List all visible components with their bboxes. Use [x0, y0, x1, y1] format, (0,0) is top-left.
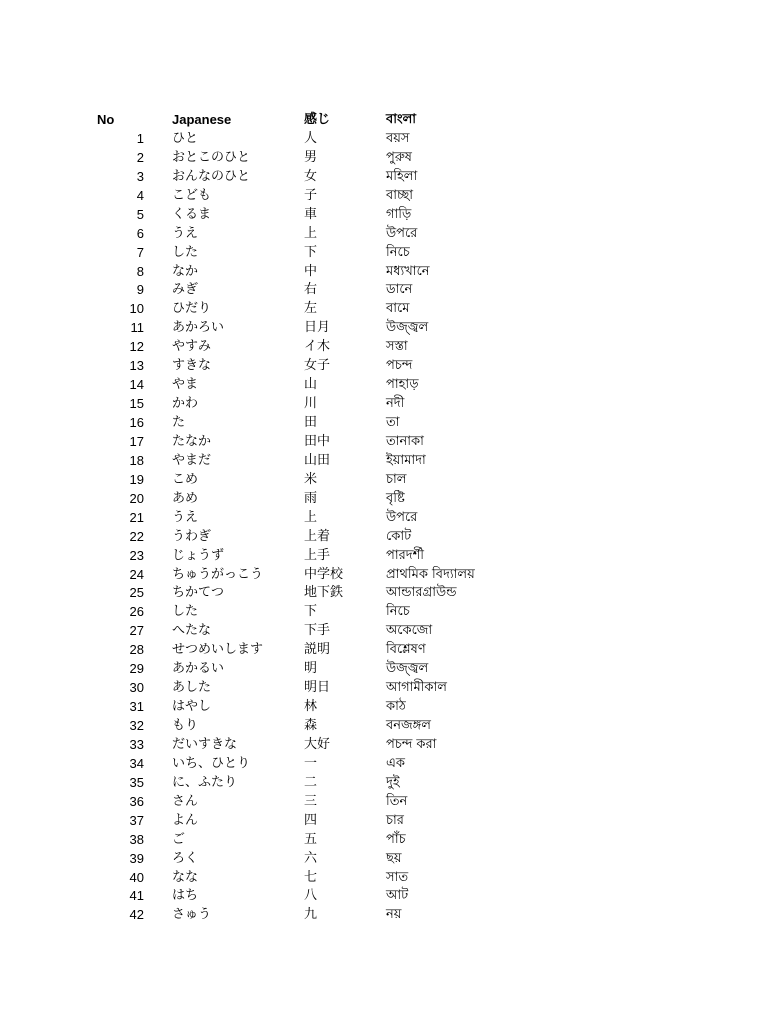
cell-no: 21: [129, 509, 144, 525]
cell-bangla: আট: [386, 888, 409, 904]
cell-kanji: 森: [304, 718, 318, 733]
cell-bangla: পচন্দ করা: [386, 736, 437, 752]
cell-kanji: 下: [304, 604, 318, 620]
cell-kanji: 五: [304, 831, 318, 847]
cell-japanese: なか: [172, 263, 199, 279]
table-row: [0, 414, 768, 433]
cell-no: 12: [129, 339, 144, 355]
cell-no: 11: [130, 320, 144, 336]
cell-kanji: 女: [304, 168, 318, 184]
cell-japanese: やま: [172, 377, 199, 393]
table-row: [0, 338, 768, 357]
cell-japanese: うえ: [172, 225, 199, 241]
cell-bangla: আগামীকাল: [386, 680, 447, 696]
table-row: [0, 281, 768, 300]
cell-japanese: くるま: [172, 206, 212, 222]
table-row: [0, 187, 768, 206]
table-row: [0, 471, 768, 490]
cell-japanese: した: [172, 244, 199, 260]
table-row: [0, 869, 768, 888]
cell-japanese: した: [172, 604, 199, 620]
cell-no: 24: [129, 566, 144, 582]
table-row: [0, 130, 768, 149]
cell-bangla: তিন: [386, 793, 408, 809]
cell-kanji: 川: [304, 396, 318, 412]
header-bangla: বাংলা: [386, 112, 417, 127]
header-kanji: 感じ: [304, 112, 331, 127]
table-row: [0, 509, 768, 528]
cell-bangla: ডানে: [386, 282, 413, 298]
cell-japanese: かわ: [172, 396, 199, 412]
cell-kanji: 三: [304, 793, 318, 809]
cell-no: 25: [129, 585, 144, 601]
cell-no: 18: [129, 452, 144, 468]
table-row: [0, 528, 768, 547]
cell-bangla: নিচে: [386, 244, 410, 260]
table-row: [0, 357, 768, 376]
cell-kanji: 九: [304, 907, 318, 923]
cell-bangla: উপরে: [386, 509, 418, 525]
cell-japanese: あした: [172, 680, 212, 696]
cell-japanese: た: [172, 415, 186, 430]
cell-kanji: 大好: [304, 736, 331, 752]
cell-bangla: বৃষ্টি: [386, 490, 405, 506]
cell-japanese: あかろい: [172, 320, 225, 336]
table-row: [0, 793, 768, 812]
cell-bangla: চার: [386, 812, 404, 828]
cell-no: 38: [129, 831, 144, 847]
table-row: [0, 850, 768, 869]
table-row: [0, 887, 768, 906]
cell-bangla: নয়: [386, 907, 402, 923]
cell-kanji: イ木: [304, 339, 331, 355]
cell-no: 31: [129, 699, 144, 715]
table-body: [0, 130, 768, 925]
cell-no: 16: [129, 415, 144, 430]
cell-kanji: 上手: [304, 547, 331, 563]
cell-bangla: চাল: [386, 471, 407, 487]
cell-no: 7: [136, 244, 144, 260]
header-japanese: Japanese: [172, 112, 232, 127]
cell-japanese: だいすきな: [172, 736, 238, 752]
table-row: [0, 168, 768, 187]
table-row: [0, 395, 768, 414]
cell-no: 36: [129, 793, 144, 809]
cell-no: 32: [129, 718, 144, 733]
cell-bangla: মহিলা: [386, 168, 418, 184]
table-row: [0, 831, 768, 850]
cell-japanese: ろく: [172, 850, 199, 866]
cell-no: 6: [136, 225, 144, 241]
table-row: [0, 812, 768, 831]
cell-japanese: やまだ: [172, 452, 212, 468]
cell-japanese: さゅう: [172, 907, 212, 923]
cell-no: 35: [129, 774, 144, 790]
cell-kanji: 女子: [304, 358, 331, 374]
cell-kanji: 人: [304, 130, 318, 146]
cell-kanji: 林: [304, 699, 318, 715]
table-row: [0, 490, 768, 509]
cell-bangla: গাড়ি: [386, 206, 412, 222]
cell-japanese: に、ふたり: [172, 774, 238, 790]
cell-kanji: 日月: [304, 320, 331, 336]
cell-kanji: 車: [304, 206, 318, 222]
table-row: [0, 244, 768, 263]
cell-bangla: বামে: [386, 301, 410, 317]
cell-no: 4: [136, 187, 144, 203]
table-row: [0, 547, 768, 566]
cell-kanji: 上: [304, 225, 318, 241]
cell-bangla: উপরে: [386, 225, 418, 241]
cell-no: 27: [129, 623, 144, 639]
cell-no: 29: [129, 661, 144, 677]
cell-no: 2: [136, 149, 144, 165]
cell-japanese: はち: [172, 888, 199, 904]
cell-no: 26: [129, 604, 144, 620]
cell-kanji: 田中: [304, 433, 331, 449]
cell-no: 13: [129, 358, 144, 374]
cell-no: 41: [129, 888, 144, 904]
table-row: [0, 603, 768, 622]
cell-kanji: 地下鉄: [304, 585, 344, 601]
cell-bangla: পাঁচ: [386, 831, 406, 847]
cell-japanese: こめ: [172, 471, 199, 487]
table-row: [0, 906, 768, 925]
cell-japanese: ひと: [172, 130, 199, 146]
cell-japanese: あかるい: [172, 661, 225, 677]
cell-japanese: ひだり: [172, 301, 212, 317]
cell-bangla: পারদর্শী: [386, 547, 424, 563]
cell-kanji: 雨: [304, 490, 318, 506]
cell-japanese: うえ: [172, 509, 199, 525]
cell-bangla: পাহাড়: [386, 377, 419, 393]
cell-kanji: 上: [304, 509, 318, 525]
cell-bangla: বনজঙ্গল: [386, 718, 431, 733]
cell-kanji: 田: [304, 415, 318, 430]
cell-bangla: বাচ্ছা: [386, 187, 414, 203]
cell-bangla: তা: [386, 415, 400, 430]
cell-japanese: もり: [172, 718, 199, 733]
table-row: [0, 755, 768, 774]
table-row: [0, 263, 768, 282]
cell-bangla: আন্ডারগ্রাউন্ড: [386, 585, 457, 601]
cell-japanese: あめ: [172, 490, 199, 506]
cell-japanese: さん: [172, 793, 199, 809]
cell-no: 9: [136, 282, 144, 298]
table-row: [0, 452, 768, 471]
cell-bangla: নদী: [386, 396, 405, 412]
header-no: No: [97, 112, 115, 127]
cell-no: 33: [129, 736, 144, 752]
cell-bangla: বয়স: [386, 130, 410, 146]
cell-no: 40: [129, 869, 144, 885]
cell-japanese: こども: [172, 187, 212, 203]
cell-no: 5: [136, 206, 144, 222]
cell-japanese: うわぎ: [172, 528, 212, 544]
cell-bangla: দুই: [386, 774, 400, 790]
cell-no: 42: [129, 907, 144, 923]
cell-bangla: কাঠ: [386, 699, 406, 715]
table-row: [0, 622, 768, 641]
table-header: [0, 111, 768, 130]
cell-kanji: 明: [304, 661, 318, 677]
cell-bangla: পুরুষ: [386, 149, 412, 165]
table-row: [0, 566, 768, 585]
cell-kanji: 中: [304, 263, 318, 279]
cell-bangla: প্রাথমিক বিদ্যালয়: [386, 566, 475, 582]
cell-kanji: 八: [304, 888, 318, 904]
cell-japanese: ご: [172, 831, 186, 847]
table-row: [0, 584, 768, 603]
table-row: [0, 660, 768, 679]
cell-japanese: おとこのひと: [172, 149, 251, 165]
cell-no: 10: [129, 301, 144, 317]
cell-no: 1: [136, 130, 144, 146]
cell-japanese: ちかてつ: [172, 585, 225, 601]
cell-japanese: じょうず: [172, 547, 225, 563]
table-row: [0, 774, 768, 793]
cell-kanji: 上着: [304, 528, 331, 544]
cell-no: 20: [129, 490, 144, 506]
table-row: [0, 300, 768, 319]
cell-kanji: 七: [304, 869, 318, 885]
cell-japanese: たなか: [172, 433, 212, 449]
cell-kanji: 説明: [304, 642, 331, 658]
cell-bangla: সস্তা: [386, 339, 408, 355]
table-row: [0, 225, 768, 244]
cell-no: 30: [129, 680, 144, 696]
cell-japanese: やすみ: [172, 339, 212, 355]
cell-no: 34: [129, 755, 144, 771]
table-row: [0, 698, 768, 717]
cell-bangla: এক: [386, 755, 405, 771]
cell-no: 23: [129, 547, 144, 563]
cell-kanji: 二: [304, 774, 318, 790]
cell-bangla: ইয়ামাদা: [386, 452, 426, 468]
cell-bangla: তানাকা: [386, 433, 424, 449]
cell-kanji: 男: [304, 149, 318, 165]
cell-kanji: 左: [304, 301, 318, 317]
cell-bangla: কোট: [386, 528, 412, 544]
cell-no: 28: [129, 642, 144, 658]
cell-kanji: 下手: [304, 623, 331, 639]
cell-no: 22: [129, 528, 144, 544]
cell-kanji: 山: [304, 377, 318, 393]
cell-kanji: 子: [304, 187, 318, 203]
cell-japanese: ちゅうがっこう: [172, 566, 264, 582]
cell-kanji: 下: [304, 244, 318, 260]
cell-kanji: 米: [304, 471, 318, 487]
cell-japanese: いち、ひとり: [172, 755, 251, 771]
cell-japanese: みぎ: [172, 282, 199, 298]
table-row: [0, 717, 768, 736]
table-row: [0, 206, 768, 225]
table-row: [0, 319, 768, 338]
cell-bangla: ছয়: [386, 850, 402, 866]
table-row: [0, 433, 768, 452]
cell-bangla: উজ্জ্বল: [386, 661, 429, 677]
cell-kanji: 明日: [304, 680, 331, 696]
cell-japanese: はやし: [172, 699, 212, 715]
cell-japanese: よん: [172, 812, 199, 828]
cell-bangla: অকেজো: [386, 623, 433, 639]
cell-kanji: 六: [304, 850, 318, 866]
cell-no: 15: [129, 396, 144, 412]
cell-no: 39: [129, 850, 144, 866]
table-row: [0, 736, 768, 755]
table-row: [0, 376, 768, 395]
cell-kanji: 四: [304, 812, 318, 828]
cell-japanese: せつめいします: [172, 642, 264, 658]
cell-no: 8: [136, 263, 144, 279]
cell-bangla: উজ্জ্বল: [386, 320, 429, 336]
cell-no: 17: [129, 433, 144, 449]
cell-bangla: পচন্দ: [386, 358, 413, 374]
cell-bangla: সাত: [386, 869, 409, 885]
cell-no: 37: [129, 812, 144, 828]
cell-kanji: 一: [304, 755, 318, 771]
table-row: [0, 641, 768, 660]
cell-kanji: 山田: [304, 452, 331, 468]
cell-bangla: বিশ্লেষণ: [386, 642, 426, 658]
cell-no: 14: [129, 377, 144, 393]
cell-japanese: へたな: [172, 623, 212, 639]
cell-japanese: おんなのひと: [172, 168, 251, 184]
cell-japanese: なな: [172, 869, 199, 885]
table-row: [0, 679, 768, 698]
cell-japanese: すきな: [172, 358, 212, 374]
cell-kanji: 中学校: [304, 566, 344, 582]
cell-bangla: নিচে: [386, 604, 410, 620]
table-row: [0, 149, 768, 168]
vocabulary-table: [0, 111, 768, 925]
cell-bangla: মধ্যখানে: [386, 263, 430, 279]
cell-no: 19: [129, 471, 144, 487]
cell-kanji: 右: [304, 282, 318, 298]
cell-no: 3: [136, 168, 144, 184]
